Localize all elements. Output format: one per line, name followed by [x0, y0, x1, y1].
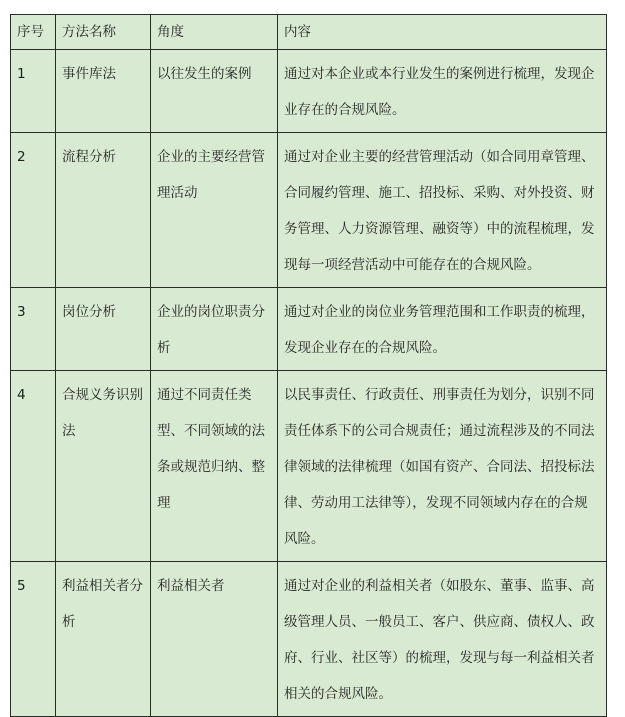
table-header-row [11, 15, 607, 50]
table-container [10, 14, 606, 717]
table-row [11, 562, 607, 717]
row-content: 通过对企业的利益相关者（如股东、董事、监事、高级管理人员、一般员工、客户、供应商、债权人、政府、行业、社区等）的梳理，发现与每一利益相关者相关的合规风险。 [278, 562, 607, 717]
header-no: 序号 [11, 15, 56, 50]
table-row [11, 371, 607, 562]
row-method: 利益相关者分析 [56, 562, 151, 717]
row-no: 5 [11, 562, 56, 717]
header-method: 方法名称 [56, 15, 151, 50]
row-content: 通过对本企业或本行业发生的案例进行梳理，发现企业存在的合规风险。 [278, 50, 607, 133]
header-content: 内容 [278, 15, 607, 50]
row-method: 岗位分析 [56, 288, 151, 371]
row-angle: 通过不同责任类型、不同领域的法条或规范归纳、整理 [151, 371, 278, 562]
table-row [11, 133, 607, 288]
row-content: 通过对企业主要的经营管理活动（如合同用章管理、合同履约管理、施工、招投标、采购、对外投资、财务管理、人力资源管理、融资等）中的流程梳理，发现每一项经营活动中可能存在的合规风险。 [278, 133, 607, 288]
compliance-methods-table [10, 14, 607, 717]
row-no: 3 [11, 288, 56, 371]
row-no: 4 [11, 371, 56, 562]
row-no: 1 [11, 50, 56, 133]
row-angle: 企业的主要经营管理活动 [151, 133, 278, 288]
row-no: 2 [11, 133, 56, 288]
row-content: 以民事责任、行政责任、刑事责任为划分，识别不同责任体系下的公司合规责任；通过流程涉及的不同法律领域的法律梳理（如国有资产、合同法、招投标法律、劳动用工法律等），发现不同领域内存在的合规风险。 [278, 371, 607, 562]
header-angle: 角度 [151, 15, 278, 50]
row-method: 事件库法 [56, 50, 151, 133]
row-method: 流程分析 [56, 133, 151, 288]
row-angle: 以往发生的案例 [151, 50, 278, 133]
table-row [11, 288, 607, 371]
table-row [11, 50, 607, 133]
row-angle: 企业的岗位职责分析 [151, 288, 278, 371]
row-angle: 利益相关者 [151, 562, 278, 717]
row-method: 合规义务识别法 [56, 371, 151, 562]
row-content: 通过对企业的岗位业务管理范围和工作职责的梳理，发现企业存在的合规风险。 [278, 288, 607, 371]
